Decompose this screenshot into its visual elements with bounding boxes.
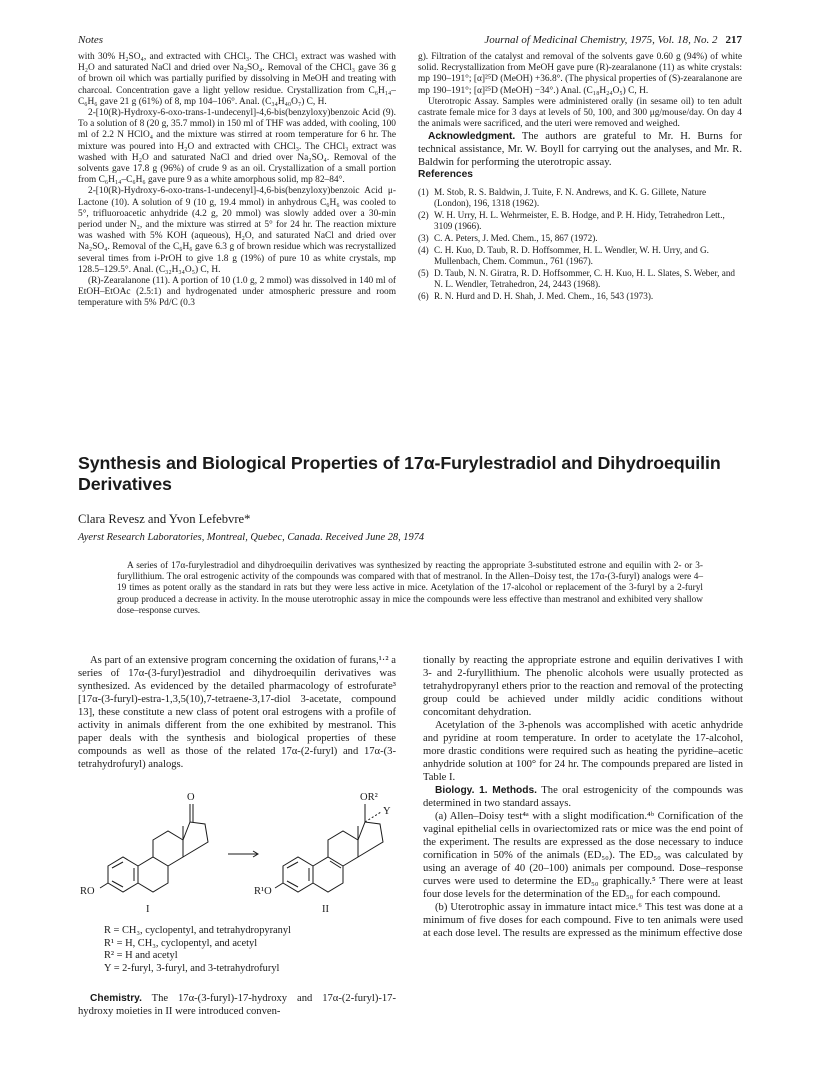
reference-number: (6) (418, 290, 429, 301)
chemistry-text: The 17α-(3-furyl)-17-hydroxy and 17α-(2-furyl)-17-hydroxy moieties in II were introduced conven- (78, 993, 396, 1017)
reference-text: C. H. Kuo, D. Taub, R. D. Hoffsommer, H. L. Wendler, W. H. Urry, and G. Mullenbach, Chem. Commun., 761 (1967). (434, 244, 709, 266)
previous-article-right-column (418, 52, 742, 303)
experimental-paragraph: 2-[10(R)-Hydroxy-6-oxo-trans-1-undecenyl]-4,6-bis(benzyloxy)benzoic Acid (9). To a solution of 8 (20 g, 35.7 mmol) in 150 ml of THF was added, with cooling, 100 ml of 2.2 N HClO₄ and the mixture was stirred at room temperature for 6 hr. The mixture was poured into H₂O and extracted with CHCl₃. The CHCl₃ extract was washed with H₂O and saturated NaCl and dried over Na₂SO₄. Removal of the solvents gave 17.8 g (96%) of crude 9 as an oil. Crystallization of a small portion from C₆H₁₄–C₆H₆ gave pure 9 as a white amorphous solid, mp 82–84°. (78, 108, 396, 186)
reference-number: (4) (418, 244, 429, 255)
reference-item (418, 245, 742, 267)
compound-label-II: II (322, 904, 329, 915)
reference-item (418, 187, 742, 209)
ring-c-I (153, 831, 183, 866)
scheme-legend (104, 925, 291, 975)
ro-label: RO (80, 886, 95, 897)
reference-number: (2) (418, 209, 429, 220)
page-number: 217 (725, 34, 742, 46)
previous-article-left-column (78, 52, 396, 310)
reference-item (418, 233, 742, 244)
biology-text: The oral estrogenicity of the compounds was determined in two standard assays. (423, 785, 743, 809)
ring-b-II (313, 857, 343, 892)
or2-label: OR² (360, 792, 378, 803)
compound-label-I: I (146, 904, 150, 915)
legend-line: R = CH₃, cyclopentyl, and tetrahydropyranyl (104, 925, 291, 936)
biology-heading: Biology. 1. Methods. (435, 785, 537, 796)
legend-line: R² = H and acetyl (104, 950, 178, 962)
biology-paragraph (423, 784, 743, 810)
article-abstract: A series of 17α-furylestradiol and dihydroequilin derivatives was synthesized by reacting the appropriate 3-substituted estrone and equilin with 2- or 3-furyllithium. The oral estrogenic activity of the compounds was compared with that of mestranol. In the Allen–Doisy test, the 17α-(3-furyl) analogs were 4–19 times as potent orally as the standard in rats but they were less active in mice. Acetylation of the 17-alcohol or replacement of the 3-furyl by a 2-furyl group produced a decrease in activity. In the mouse uterotrophic assay in mice the compounds were less effective than mestranol and exhibited very shallow dose–response curves. (117, 561, 703, 616)
reference-text: R. N. Hurd and D. H. Shah, J. Med. Chem., 16, 543 (1973). (434, 290, 654, 301)
acknowledgment-heading: Acknowledgment. (428, 131, 516, 143)
references-list (418, 187, 742, 302)
chemistry-heading: Chemistry. (90, 993, 142, 1004)
experimental-paragraph: 2-[10(R)-Hydroxy-6-oxo-trans-1-undecenyl]-4,6-bis(benzyloxy)benzoic Acid μ-Lactone (10). A solution of 9 (10 g, 19.4 mmol) in anhydrous C₆H₆ was cooled to 5°, trifluoroacetic anhydride (4.2 g, 20 mmol) was slowly added over a 30-min period under N₂, and the mixture was stirred at 5° for 24 hr. The reaction mixture was washed with 5% KOH (aqueous), H₂O, and saturated NaCl and dried over Na₂SO₄. Removal of the C₆H₆ gave 6.3 g of brown residue which was recrystallized several times from i-PrOH to give 1.8 g (19%) of pure 10 as white crystals, mp 128.5–129.5°. Anal. (C₃₂H₃₄O₅) C, H. (78, 186, 396, 275)
body-paragraph: (b) Uterotrophic assay in immature intact mice.⁶ This test was done at a minimum of five doses for each compound. Five to ten animals were used at each dose level. The results are expressed as the minimum effective dose (423, 902, 743, 939)
body-paragraph: tionally by reacting the appropriate estrone and equilin derivatives I with 3- and 2-furyllithium. The phenolic alcohols were usually protected as tetrahydropyranyl ethers prior to the reaction and removal of the protecting group could be achieved under mildly acidic conditions without concomitant dehydration. (423, 655, 743, 718)
ring-b-I (138, 857, 168, 892)
experimental-paragraph: (R)-Zearalanone (11). A portion of 10 (1.0 g, 2 mmol) was dissolved in 140 ml of EtOH–EtOAc (2.5:1) and hydrogenated under atmospheric pressure and room temperature with 5% Pd/C (0.3 (78, 276, 396, 309)
experimental-paragraph: with 30% H₂SO₄, and extracted with CHCl₃. The CHCl₃ extract was washed with H₂O and saturated NaCl and dried over Na₂SO₄. Removal of the CHCl₃ gave 36 g of brown oil which was partially purified by dissolving in MeOH and treating with charcoal. Concentration gave a light yellow residue. Crystallization from C₆H₁₄–C₆H₆ gave 21 g (61%) of 8, mp 104–106°. Anal. (C₃₄H₄₀O₇) C, H. (78, 52, 396, 107)
reference-item (418, 291, 742, 302)
ether-bond (275, 883, 283, 888)
article-affiliation: Ayerst Research Laboratories, Montreal, Quebec, Canada. Received June 28, 1974 (78, 532, 425, 543)
page-header-section: Notes (78, 34, 104, 46)
references-heading: References (418, 169, 473, 181)
experimental-paragraph: g). Filtration of the catalyst and removal of the solvents gave 0.60 g (94%) of white solid. Recrystallization from MeOH gave pure (R)-zearalanone (11) as white crystals: mp 190–191°; [α]²⁵D (MeOH) +36.8°. (The physical properties of (S)-zearalanone are mp 190–191°; [α]²⁵D (MeOH) −34°.) Anal. (C₁₈H₂₄O₅) C, H. (418, 52, 742, 96)
carbonyl-oxygen-label: O (187, 792, 195, 803)
reference-text: C. A. Peters, J. Med. Chem., 15, 867 (1972). (434, 232, 598, 243)
acknowledgment (418, 130, 742, 169)
reference-number: (3) (418, 232, 429, 243)
body-paragraph: Acetylation of the 3-phenols was accomplished with acetic anhydride and pyridine at room temperature. In order to acetylate the 17-alcohol, more drastic conditions were required such as heating the pyridine–acetic anhydride solution at 100° for 24 hr. The compounds prepared are listed in Table I. (423, 720, 743, 783)
ring-d-I (183, 822, 208, 857)
journal-citation: Journal of Medicinal Chemistry, 1975, Vol. 18, No. 2 (484, 34, 718, 46)
reference-item (418, 268, 742, 290)
experimental-paragraph: Uterotropic Assay. Samples were administered orally (in sesame oil) to ten adult castrate female mice for 3 days at levels of 50, 100, and 300 μg/mouse/day. On day 4 the animals were sacrificed, and the uteri were removed and weighed. (418, 96, 742, 130)
ring-c-II (328, 831, 358, 866)
body-right-column (423, 654, 743, 940)
acknowledgment-text: The authors are grateful to Mr. H. Burns for technical assistance, Mr. W. Boyll for carrying out the analyses, and Mr. R. Baldwin for performing the uterotropic assay. (418, 131, 742, 169)
chemistry-paragraph (78, 992, 396, 1018)
body-paragraph: (a) Allen–Doisy test⁴ᵃ with a slight modification.⁴ᵇ Cornification of the vaginal epithelial cells in ovariectomized rats or mice was the end point of the experiment. The results are expressed as the dose necessary to induce cornification in 50% of the animals (ED₅₀). The ED₅₀ was calculated by using an average of 40 (20–100) animals per compound. Dose–response curves were used to determine the ED₅₀ graphically.⁵ There were at least four dose levels for the determination of the ED₅₀ for each compound. (423, 811, 743, 900)
article-authors: Clara Revesz and Yvon Lefebvre* (78, 512, 251, 526)
y-label: Y (383, 806, 391, 817)
reference-item (418, 210, 742, 232)
legend-line: Y = 2-furyl, 3-furyl, and 3-tetrahydrofuryl (104, 962, 280, 974)
substituent-bond (365, 812, 381, 822)
ring-d-II (358, 822, 383, 857)
ether-bond (100, 883, 108, 888)
page-header-journal (484, 34, 742, 46)
reference-number: (1) (418, 186, 429, 197)
reference-text: W. H. Urry, H. L. Wehrmeister, E. B. Hodge, and P. H. Hidy, Tetrahedron Lett., 3109 (1966). (434, 209, 725, 231)
r1o-label: R¹O (254, 886, 272, 897)
intro-paragraph: As part of an extensive program concerning the oxidation of furans,¹·² a series of 17α-(3-furyl)estradiol and dihydroequilin derivatives was synthesized. As evidenced by the detailed pharmacology of estrofurate³ [17α-(3-furyl)-estra-1,3,5(10),7-tetraene-3,17-diol 3-acetate, compound 13], these constitute a new class of potent oral estrogens with a profile of activity in animals different from the one exhibited by mestranol. This paper deals with the synthesis and biological properties of these compounds as well as those of the related 17α-(2-furyl) and 17α-(3-tetrahydrofuryl) analogs. (78, 655, 396, 770)
reference-text: D. Taub, N. N. Giratra, R. D. Hoffsommer, C. H. Kuo, H. L. Slates, S. Weber, and N. L. Wendler, Tetrahedron, 24, 2443 (1968). (434, 267, 736, 289)
legend-line: R¹ = H, CH₃, cyclopentyl, and acetyl (104, 937, 258, 949)
body-left-column (78, 654, 396, 771)
reference-text: M. Stob, R. S. Baldwin, J. Tuite, F. N. Andrews, and K. G. Gillete, Nature (London), 196, 1318 (1962). (434, 186, 707, 208)
reference-number: (5) (418, 267, 429, 278)
steroid-reaction-scheme (78, 782, 396, 916)
article-title: Synthesis and Biological Properties of 17α-Furylestradiol and Dihydroequilin Derivatives (78, 453, 721, 494)
